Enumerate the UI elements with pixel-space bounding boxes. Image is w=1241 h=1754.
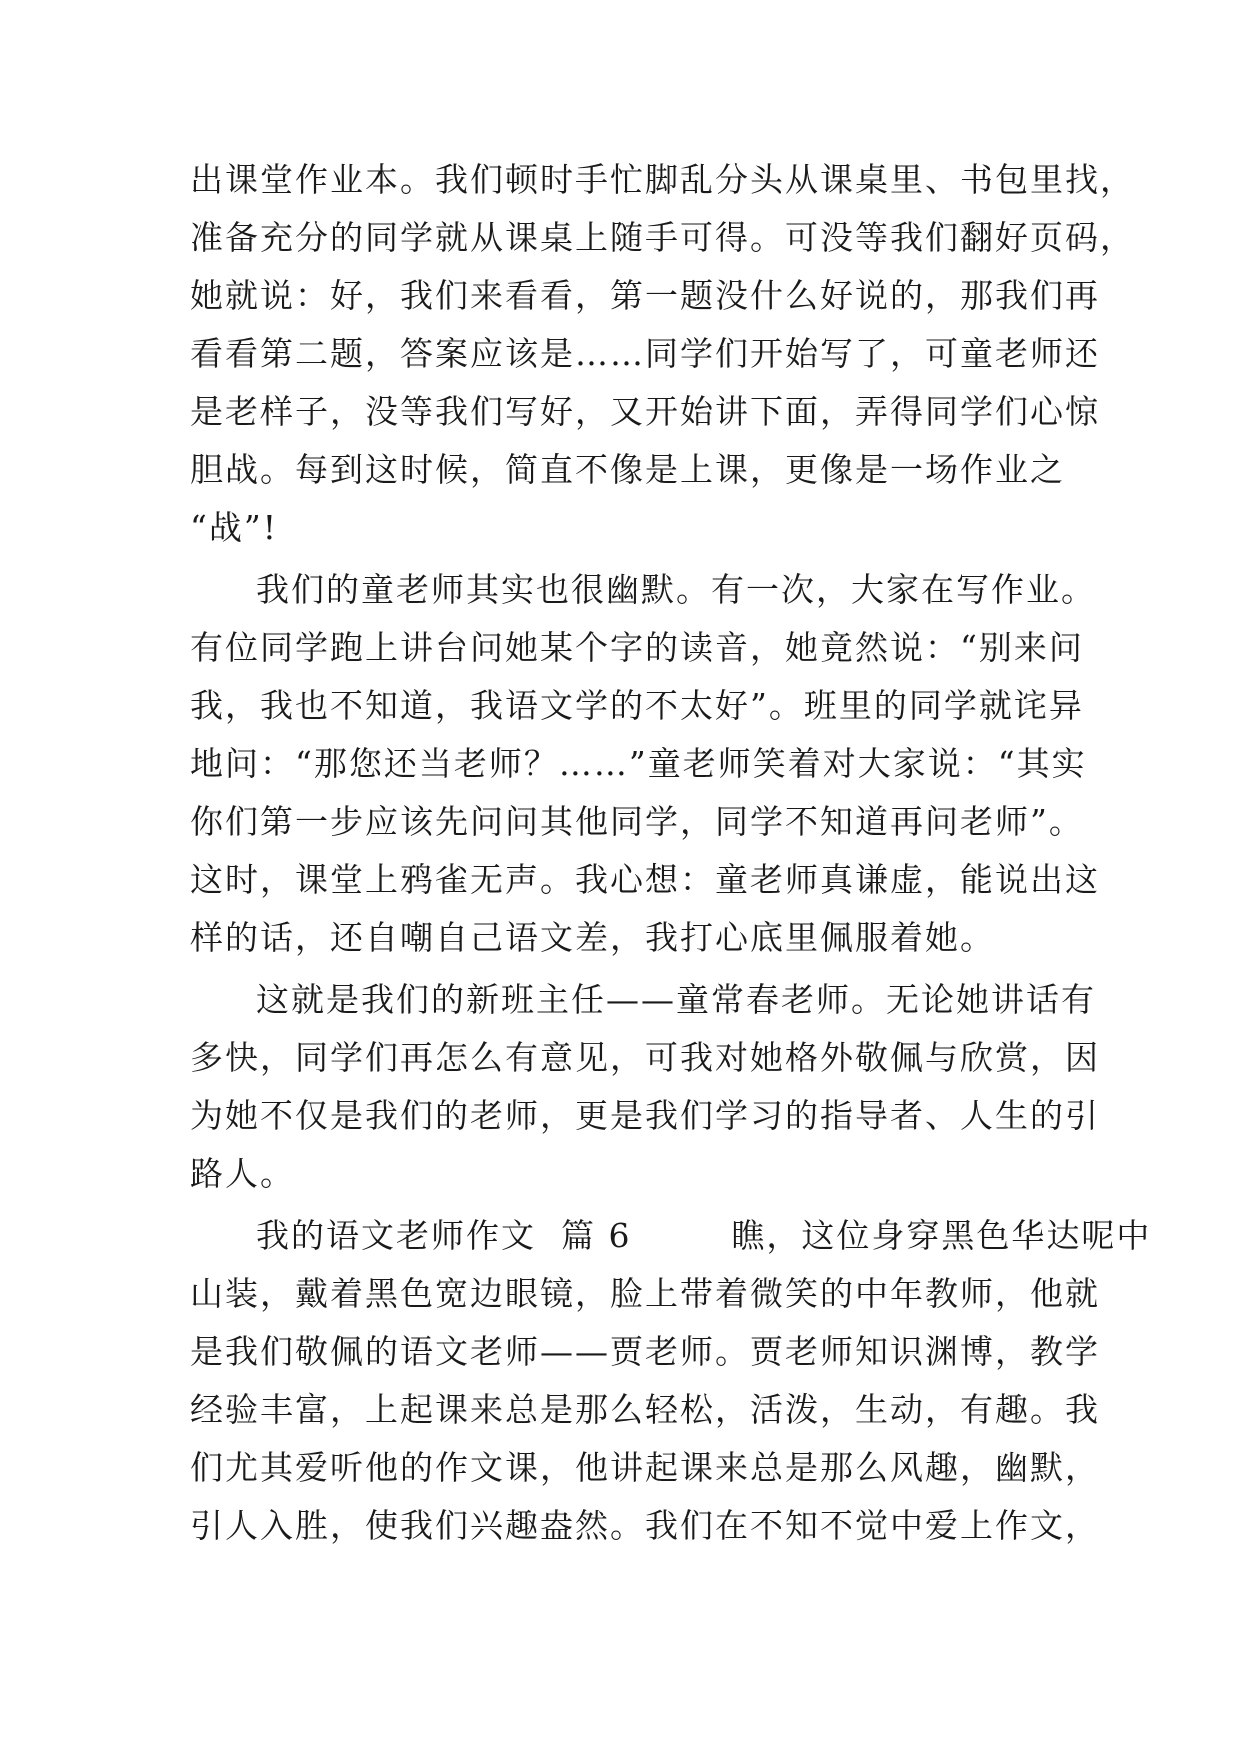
text-line: 胆战。每到这时候，简直不像是上课，更像是一场作业之 (190, 450, 1065, 489)
paragraph-first-line: 这就是我们的新班主任——童常春老师。无论她讲话有 (256, 980, 1096, 1019)
text-line: 准备充分的同学就从课桌上随手可得。可没等我们翻好页码， (190, 218, 1135, 257)
text-line: 看看第二题，答案应该是……同学们开始写了，可童老师还 (190, 334, 1100, 373)
text-line: 她就说：好，我们来看看，第一题没什么好说的，那我们再 (190, 276, 1100, 315)
text-line: 样的话，还自嘲自己语文差，我打心底里佩服着她。 (190, 918, 995, 957)
text-line: 我，我也不知道，我语文学的不太好”。班里的同学就诧异 (190, 686, 1084, 725)
text-line: 出课堂作业本。我们顿时手忙脚乱分头从课桌里、书包里找， (190, 160, 1135, 199)
text-line: 们尤其爱听他的作文课，他讲起课来总是那么风趣，幽默， (190, 1448, 1100, 1487)
text-line: 为她不仅是我们的老师，更是我们学习的指导者、人生的引 (190, 1096, 1100, 1135)
text-line: 地问：“那您还当老师？……”童老师笑着对大家说：“其实 (190, 744, 1087, 783)
text-line: 是我们敬佩的语文老师——贾老师。贾老师知识渊博，教学 (190, 1332, 1100, 1371)
paragraph-first-line: 我们的童老师其实也很幽默。有一次，大家在写作业。 (256, 570, 1096, 609)
text-line: 经验丰富，上起课来总是那么轻松，活泼，生动，有趣。我 (190, 1390, 1100, 1429)
text-line: 山装，戴着黑色宽边眼镜，脸上带着微笑的中年教师，他就 (190, 1274, 1100, 1313)
text-line: “战”! (190, 508, 279, 547)
text-line: 多快，同学们再怎么有意见，可我对她格外敬佩与欣赏，因 (190, 1038, 1100, 1077)
text-line: 是老样子，没等我们写好，又开始讲下面，弄得同学们心惊 (190, 392, 1100, 431)
text-line: 你们第一步应该先问问其他同学，同学不知道再问老师”。 (190, 802, 1084, 841)
text-line: 这时，课堂上鸦雀无声。我心想：童老师真谦虚，能说出这 (190, 860, 1100, 899)
text-line: 有位同学跑上讲台问她某个字的读音，她竟然说：“别来问 (190, 628, 1084, 667)
text-line: 路人。 (190, 1154, 295, 1193)
section-heading-line: 我的语文老师作文 篇 6 瞧，这位身穿黑色华达呢中 (256, 1216, 1152, 1255)
text-line: 引人入胜，使我们兴趣盎然。我们在不知不觉中爱上作文， (190, 1506, 1100, 1545)
